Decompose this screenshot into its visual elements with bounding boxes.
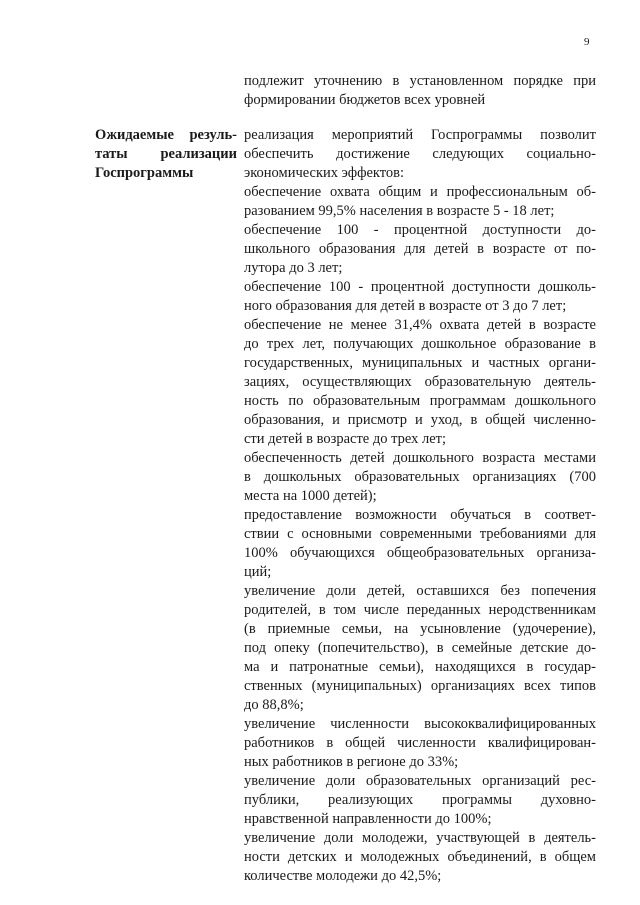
content-line: нравственной направленности до 100%; bbox=[244, 811, 492, 827]
intro-line: формировании бюджетов всех уровней bbox=[244, 92, 486, 108]
content-line: (в приемные семьи, на усыновление (удочерение), bbox=[244, 621, 596, 637]
content-line: реализация мероприятий Госпрограммы позволит bbox=[244, 127, 596, 143]
content-line: 100% обучающихся общеобразовательных организа- bbox=[244, 545, 596, 561]
content-line: ма и патронатные семьи), находящихся в государ- bbox=[244, 659, 596, 675]
content-line: образования, и присмотр и уход, в общей численно- bbox=[244, 412, 596, 428]
content-line: увеличение доли детей, оставшихся без попечения bbox=[244, 583, 596, 599]
content-line: лутора до 3 лет; bbox=[244, 260, 343, 276]
content-line: ности детских и молодежных объединений, в общем bbox=[244, 849, 596, 865]
section-label-line: Госпрограммы bbox=[95, 165, 194, 181]
content-line: увеличение доли молодежи, участвующей в деятель- bbox=[244, 830, 596, 846]
content-line: обеспечить достижение следующих социально- bbox=[244, 146, 596, 162]
content-line: обеспечение охвата общим и профессиональным об- bbox=[244, 184, 596, 200]
content-line: государственных, муниципальных и частных органи- bbox=[244, 355, 596, 371]
content-line: ных работников в регионе до 33%; bbox=[244, 754, 459, 770]
content-line: экономических эффектов: bbox=[244, 165, 405, 181]
content-line: ций; bbox=[244, 564, 272, 580]
content-line: обеспеченность детей дошкольного возраста местами bbox=[244, 450, 596, 466]
content-line: работников в общей численности квалифицирован- bbox=[244, 735, 596, 751]
section-content bbox=[244, 126, 596, 886]
section-label-line: таты реализации bbox=[95, 146, 237, 162]
content-line: обеспечение не менее 31,4% охвата детей в возрасте bbox=[244, 317, 596, 333]
content-line: обеспечение 100 - процентной доступности дошколь- bbox=[244, 279, 596, 295]
content-line: разованием 99,5% населения в возрасте 5 - 18 лет; bbox=[244, 203, 555, 219]
content-line: под опеку (попечительство), в семейные детские до- bbox=[244, 640, 596, 656]
content-line: ствии с основными современными требованиями для bbox=[244, 526, 596, 542]
content-line: сти детей в возрасте до трех лет; bbox=[244, 431, 447, 447]
content-line: ственных (муниципальных) организациях всех типов bbox=[244, 678, 596, 694]
content-line: места на 1000 детей); bbox=[244, 488, 377, 504]
content-line: увеличение численности высококвалифицированных bbox=[244, 716, 596, 732]
content-line: обеспечение 100 - процентной доступности до- bbox=[244, 222, 596, 238]
content-line: зациях, осуществляющих образовательную деятель- bbox=[244, 374, 596, 390]
intro-line: подлежит уточнению в установленном порядке при bbox=[244, 73, 596, 89]
section-label-line: Ожидаемые резуль- bbox=[95, 127, 237, 143]
content-line: ность по образовательным программам дошкольного bbox=[244, 393, 596, 409]
content-line: в дошкольных образовательных организациях (700 bbox=[244, 469, 596, 485]
content-line: до 88,8%; bbox=[244, 697, 304, 713]
content-line: количестве молодежи до 42,5%; bbox=[244, 868, 442, 884]
content-line: публики, реализующих программы духовно- bbox=[244, 792, 596, 808]
content-line: школьного образования для детей в возрасте от по- bbox=[244, 241, 596, 257]
content-line: ного образования для детей в возрасте от 3 до 7 лет; bbox=[244, 298, 567, 314]
content-line: родителей, в том числе переданных неродственникам bbox=[244, 602, 596, 618]
section-label bbox=[95, 126, 237, 183]
content-line: предоставление возможности обучаться в соответ- bbox=[244, 507, 596, 523]
intro-text bbox=[244, 72, 596, 110]
page-number: 9 bbox=[584, 36, 590, 48]
content-line: до трех лет, получающих дошкольное образование в bbox=[244, 336, 596, 352]
content-line: увеличение доли образовательных организаций рес- bbox=[244, 773, 596, 789]
